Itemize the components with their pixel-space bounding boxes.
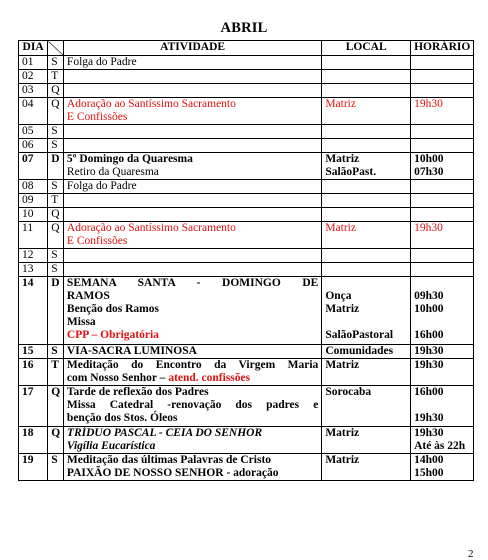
time-cell-line: 07h30 xyxy=(414,166,444,178)
activity-cell-line xyxy=(67,84,318,97)
time-cell xyxy=(411,386,474,427)
activity-cell xyxy=(63,56,321,70)
local-cell-line: Matriz xyxy=(325,303,360,315)
time-cell-line: Até às 22h xyxy=(414,440,466,452)
activity-cell xyxy=(63,345,321,359)
activity-cell-line: RAMOS xyxy=(66,290,110,302)
day-cell: 04 xyxy=(19,98,48,125)
activity-cell-line: Folga do Padre xyxy=(66,180,137,192)
local-cell-line: Onça xyxy=(325,290,352,302)
time-cell-line xyxy=(414,70,470,83)
weekday-cell: T xyxy=(48,70,64,84)
local-cell-line xyxy=(325,70,407,83)
local-cell xyxy=(322,454,411,481)
local-cell-line xyxy=(325,277,407,290)
local-cell xyxy=(322,98,411,125)
day-cell: 18 xyxy=(19,427,48,454)
time-cell-line xyxy=(414,277,470,290)
activity-cell-line xyxy=(67,70,318,83)
time-cell-line xyxy=(414,316,470,329)
activity-cell-line: Meditação das últimas Palavras de Cristo xyxy=(66,454,272,466)
time-cell xyxy=(411,263,474,277)
weekday-cell: Q xyxy=(48,222,64,249)
time-cell xyxy=(411,98,474,125)
activity-cell xyxy=(63,194,321,208)
time-cell-line xyxy=(414,263,470,276)
header-day: DIA xyxy=(19,41,48,56)
activity-cell xyxy=(63,208,321,222)
day-cell: 15 xyxy=(19,345,48,359)
local-cell xyxy=(322,427,411,454)
time-cell-line: 15h00 xyxy=(414,467,444,479)
local-cell-line xyxy=(325,467,407,480)
activity-cell-line: VIA-SACRA LUMINOSA xyxy=(66,345,197,357)
table-row xyxy=(19,139,474,153)
day-cell: 01 xyxy=(19,56,48,70)
local-cell-line xyxy=(325,111,407,124)
time-cell-line: 19h30 xyxy=(414,359,444,371)
activity-cell xyxy=(63,454,321,481)
weekday-cell: Q xyxy=(48,208,64,222)
local-cell-line xyxy=(325,84,407,97)
header-activity: ATIVIDADE xyxy=(63,41,321,56)
table-row xyxy=(19,153,474,180)
day-cell: 16 xyxy=(19,359,48,386)
time-cell xyxy=(411,208,474,222)
local-cell xyxy=(322,345,411,359)
local-cell-line xyxy=(325,263,407,276)
activity-cell-line: Benção dos Ramos xyxy=(66,303,159,315)
table-row xyxy=(19,277,474,345)
table-row xyxy=(19,454,474,481)
table-row xyxy=(19,70,474,84)
time-cell xyxy=(411,194,474,208)
weekday-cell: S xyxy=(48,125,64,139)
time-cell-line: 19h30 xyxy=(414,222,443,234)
activity-cell xyxy=(63,263,321,277)
table-row xyxy=(19,84,474,98)
activity-cell xyxy=(63,153,321,180)
local-cell-line xyxy=(325,249,407,262)
weekday-cell: S xyxy=(48,345,64,359)
table-row xyxy=(19,180,474,194)
table-row xyxy=(19,56,474,70)
table-row xyxy=(19,98,474,125)
day-cell: 03 xyxy=(19,84,48,98)
weekday-cell: S xyxy=(48,263,64,277)
local-cell-line: Matriz xyxy=(325,427,360,439)
table-row xyxy=(19,263,474,277)
local-cell-line xyxy=(325,180,407,193)
weekday-cell: T xyxy=(48,359,64,386)
day-cell: 09 xyxy=(19,194,48,208)
time-cell-line: 19h30 xyxy=(414,427,444,439)
activity-cell-line: Folga do Padre xyxy=(66,56,137,68)
local-cell xyxy=(322,70,411,84)
local-cell-line: Sorocaba xyxy=(325,386,372,398)
activity-cell-line: Missa xyxy=(66,316,96,328)
time-cell-line xyxy=(414,194,470,207)
day-cell: 06 xyxy=(19,139,48,153)
local-cell xyxy=(322,194,411,208)
local-cell xyxy=(322,84,411,98)
time-cell xyxy=(411,153,474,180)
local-cell-line: SalãoPast. xyxy=(325,166,377,178)
weekday-cell: Q xyxy=(48,98,64,125)
time-cell xyxy=(411,277,474,345)
table-row xyxy=(19,208,474,222)
local-cell-line xyxy=(325,235,407,248)
day-cell: 11 xyxy=(19,222,48,249)
activity-cell-line: Retiro da Quaresma xyxy=(66,166,159,178)
weekday-cell: S xyxy=(48,249,64,263)
time-cell xyxy=(411,180,474,194)
local-cell xyxy=(322,208,411,222)
time-cell xyxy=(411,139,474,153)
activity-cell-line: benção dos Stos. Óleos xyxy=(66,412,178,424)
local-cell-line: Matriz xyxy=(325,98,356,110)
day-cell: 19 xyxy=(19,454,48,481)
local-cell xyxy=(322,249,411,263)
local-cell-line xyxy=(325,372,407,385)
day-cell: 17 xyxy=(19,386,48,427)
activity-cell xyxy=(63,359,321,386)
weekday-cell: T xyxy=(48,194,64,208)
activity-cell-line: CPP – Obrigatória xyxy=(66,329,159,341)
table-row xyxy=(19,359,474,386)
activity-cell-line xyxy=(67,208,318,221)
time-cell-line xyxy=(414,84,470,97)
activity-cell-line xyxy=(67,139,318,152)
time-cell-line xyxy=(414,139,470,152)
day-cell: 02 xyxy=(19,70,48,84)
activity-cell-line: Missa Catedral -renovação dos padres e xyxy=(66,399,319,411)
activity-cell-line: Adoração ao Santíssimo Sacramento xyxy=(66,222,236,234)
day-cell: 13 xyxy=(19,263,48,277)
time-cell xyxy=(411,345,474,359)
table-row xyxy=(19,125,474,139)
time-cell xyxy=(411,359,474,386)
time-cell xyxy=(411,56,474,70)
activity-cell xyxy=(63,139,321,153)
confession-note: atend. confissões xyxy=(168,372,251,384)
local-cell-line xyxy=(325,208,407,221)
time-cell-line: 16h00 xyxy=(414,386,444,398)
activity-cell xyxy=(63,427,321,454)
time-cell-line: 10h00 xyxy=(414,303,444,315)
activity-cell-line: 5º Domingo da Quaresma xyxy=(66,153,193,165)
time-cell-line: 19h30 xyxy=(414,98,443,110)
time-cell xyxy=(411,249,474,263)
activity-cell-line xyxy=(67,194,318,207)
local-cell-line xyxy=(325,139,407,152)
time-cell-line: 19h30 xyxy=(414,412,444,424)
weekday-cell: S xyxy=(48,454,64,481)
weekday-cell: S xyxy=(48,56,64,70)
local-cell xyxy=(322,359,411,386)
page-title: ABRIL xyxy=(220,20,268,36)
local-cell xyxy=(322,139,411,153)
time-cell xyxy=(411,84,474,98)
local-cell-line: Matriz xyxy=(325,222,356,234)
header-local: LOCAL xyxy=(322,41,411,56)
weekday-cell: Q xyxy=(48,84,64,98)
local-cell-line xyxy=(325,56,407,69)
activity-cell-line: Adoração ao Santíssimo Sacramento xyxy=(66,98,236,110)
header-row xyxy=(19,41,474,56)
activity-cell-line xyxy=(67,249,318,262)
local-cell-line: Comunidades xyxy=(325,345,394,357)
local-cell-line: SalãoPastoral xyxy=(325,329,394,341)
activity-cell-line: TRÍDUO PASCAL - CEIA DO SENHOR xyxy=(66,427,263,439)
page-number: 2 xyxy=(468,548,474,560)
activity-cell-line: PAIXÃO DE NOSSO SENHOR - adoração xyxy=(66,467,279,479)
table-row xyxy=(19,345,474,359)
local-cell xyxy=(322,56,411,70)
activity-cell-line xyxy=(67,125,318,138)
local-cell xyxy=(322,263,411,277)
time-cell xyxy=(411,454,474,481)
day-cell: 05 xyxy=(19,125,48,139)
time-cell xyxy=(411,70,474,84)
day-cell: 12 xyxy=(19,249,48,263)
time-cell-line xyxy=(414,235,470,248)
table-row xyxy=(19,222,474,249)
weekday-cell: D xyxy=(48,277,64,345)
time-cell-line: 09h30 xyxy=(414,290,444,302)
activity-cell-line: E Confissões xyxy=(66,235,128,247)
time-cell-line xyxy=(414,180,470,193)
time-cell xyxy=(411,125,474,139)
local-cell xyxy=(322,277,411,345)
table-row xyxy=(19,427,474,454)
day-cell: 10 xyxy=(19,208,48,222)
header-diagonal xyxy=(48,41,64,56)
local-cell xyxy=(322,153,411,180)
local-cell-line xyxy=(325,316,407,329)
local-cell xyxy=(322,125,411,139)
activity-cell-line: com Nosso Senhor – xyxy=(66,372,169,384)
activity-cell-line: Vigília Eucarística xyxy=(66,440,156,452)
activity-cell xyxy=(63,98,321,125)
activity-cell xyxy=(63,222,321,249)
weekday-cell: S xyxy=(48,180,64,194)
activity-cell xyxy=(63,277,321,345)
local-cell-line: Matriz xyxy=(325,153,360,165)
header-time: HORÁRIO xyxy=(411,41,474,56)
activity-cell-line: SEMANA SANTA - DOMINGO DE xyxy=(66,277,319,289)
time-cell-line xyxy=(414,399,470,412)
local-cell-line: Matriz xyxy=(325,454,360,466)
weekday-cell: Q xyxy=(48,427,64,454)
activity-cell xyxy=(63,84,321,98)
time-cell-line xyxy=(414,56,470,69)
time-cell xyxy=(411,222,474,249)
table-row xyxy=(19,386,474,427)
weekday-cell: D xyxy=(48,153,64,180)
activity-cell xyxy=(63,249,321,263)
time-cell xyxy=(411,427,474,454)
table-row xyxy=(19,249,474,263)
time-cell-line xyxy=(414,249,470,262)
time-cell-line: 16h00 xyxy=(414,329,444,341)
activity-cell-line: Meditação do Encontro da Virgem Maria xyxy=(66,359,319,371)
local-cell-line xyxy=(325,194,407,207)
day-cell: 07 xyxy=(19,153,48,180)
local-cell-line xyxy=(325,412,407,425)
day-cell: 14 xyxy=(19,277,48,345)
activity-cell-line: Tarde de reflexão dos Padres xyxy=(66,386,209,398)
time-cell-line xyxy=(414,125,470,138)
local-cell-line xyxy=(325,440,407,453)
schedule-table xyxy=(18,40,474,481)
table-row xyxy=(19,194,474,208)
local-cell-line xyxy=(325,399,407,412)
weekday-cell: Q xyxy=(48,386,64,427)
activity-cell xyxy=(63,180,321,194)
local-cell xyxy=(322,386,411,427)
time-cell-line xyxy=(414,372,470,385)
time-cell-line xyxy=(414,208,470,221)
time-cell-line: 19h30 xyxy=(414,345,444,357)
activity-cell xyxy=(63,70,321,84)
activity-cell-line xyxy=(67,263,318,276)
local-cell-line: Matriz xyxy=(325,359,360,371)
time-cell-line: 10h00 xyxy=(414,153,444,165)
local-cell xyxy=(322,180,411,194)
activity-cell xyxy=(63,386,321,427)
day-cell: 08 xyxy=(19,180,48,194)
activity-cell xyxy=(63,125,321,139)
local-cell xyxy=(322,222,411,249)
time-cell-line xyxy=(414,111,470,124)
local-cell-line xyxy=(325,125,407,138)
activity-cell-line: E Confissões xyxy=(66,111,128,123)
weekday-cell: S xyxy=(48,139,64,153)
time-cell-line: 14h00 xyxy=(414,454,444,466)
